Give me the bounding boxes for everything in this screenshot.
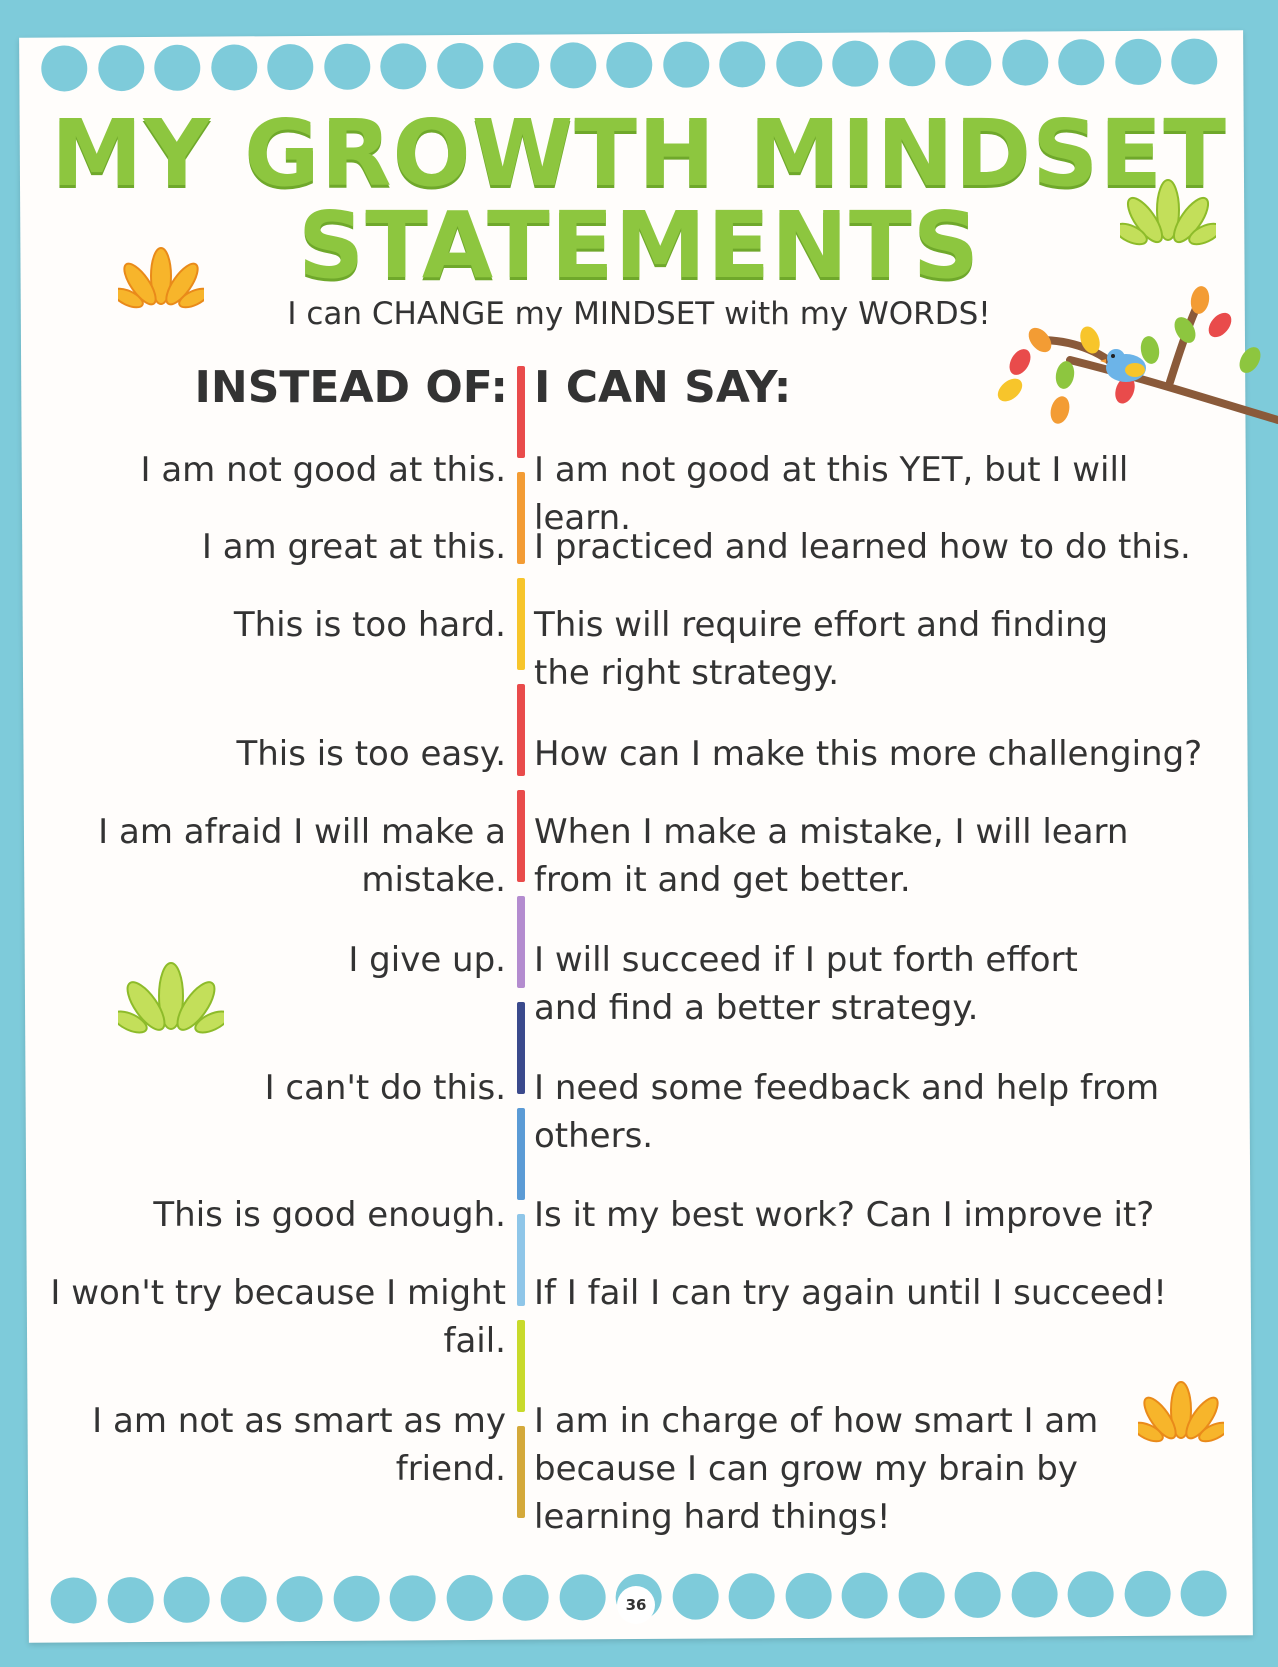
- binding-hole: [776, 41, 822, 87]
- binding-hole: [1171, 38, 1217, 84]
- binding-hole: [390, 1575, 436, 1621]
- instead-of-statement: I am great at this.: [201, 527, 506, 567]
- binding-hole: [898, 1572, 944, 1618]
- binding-hole: [832, 41, 878, 87]
- divider-segment: [517, 1320, 525, 1412]
- divider-segment: [517, 1108, 525, 1200]
- binding-hole: [437, 43, 483, 89]
- instead-of-statement: I am not good at this.: [140, 450, 506, 490]
- binding-hole: [785, 1573, 831, 1619]
- divider-segment: [517, 896, 525, 988]
- binding-hole: [98, 45, 144, 91]
- binding-hole: [1058, 39, 1104, 85]
- divider-segment: [517, 790, 525, 882]
- binding-hole: [164, 1577, 210, 1623]
- divider-segment: [517, 366, 525, 458]
- binding-hole: [51, 1577, 97, 1623]
- instead-of-statement: This is too hard.: [233, 605, 506, 645]
- i-can-say-statement: How can I make this more challenging?: [534, 734, 1203, 774]
- binding-hole: [324, 44, 370, 90]
- binding-hole: [550, 42, 596, 88]
- i-can-say-statement: I will succeed if I put forth effort and find a better strategy.: [534, 940, 1078, 1028]
- binding-hole: [107, 1577, 153, 1623]
- i-can-say-statement: This will require effort and finding the right strategy.: [534, 605, 1109, 693]
- instead-of-header: INSTEAD OF:: [194, 362, 508, 413]
- binding-hole: [277, 1576, 323, 1622]
- divider-segment: [517, 1214, 525, 1306]
- binding-hole: [446, 1575, 492, 1621]
- instead-of-statement: This is good enough.: [153, 1195, 506, 1235]
- divider-segment: [517, 684, 525, 776]
- i-can-say-statement: I am in charge of how smart I am because I can grow my brain by learning hard things!: [534, 1401, 1099, 1537]
- binding-hole: [719, 41, 765, 87]
- binding-hole: [889, 40, 935, 86]
- binding-hole: [945, 40, 991, 86]
- binding-hole: [1011, 1571, 1057, 1617]
- binding-hole: [954, 1572, 1000, 1618]
- binding-hole: [672, 1574, 718, 1620]
- divider-segment: [517, 472, 525, 564]
- binding-hole: [1115, 39, 1161, 85]
- top-binding-holes: [19, 38, 1243, 45]
- i-can-say-statement: If I fail I can try again until I succeed!: [534, 1273, 1167, 1313]
- page-title-line-2: STATEMENTS: [298, 192, 980, 299]
- i-can-say-statement: When I make a mistake, I will learn from it and get better.: [534, 812, 1129, 900]
- i-can-say-statement: Is it my best work? Can I improve it?: [534, 1195, 1155, 1235]
- divider-segment: [517, 578, 525, 670]
- binding-hole: [729, 1573, 775, 1619]
- divider-segment: [517, 1426, 525, 1518]
- binding-hole: [267, 44, 313, 90]
- binding-hole: [154, 45, 200, 91]
- instead-of-statement: I am not as smart as my friend.: [92, 1401, 506, 1489]
- binding-hole: [333, 1576, 379, 1622]
- bottom-binding-holes: [29, 1570, 1253, 1577]
- orange-leaf-sprig-icon: [1138, 1380, 1224, 1448]
- instead-of-statement: I can't do this.: [264, 1068, 506, 1108]
- i-can-say-statement: I practiced and learned how to do this.: [534, 527, 1191, 567]
- binding-hole: [380, 43, 426, 89]
- i-can-say-statement: I need some feedback and help from others.: [534, 1068, 1160, 1156]
- binding-hole: [1002, 39, 1048, 85]
- instead-of-statement: I give up.: [348, 940, 506, 980]
- i-can-say-header: I CAN SAY:: [534, 362, 792, 413]
- binding-hole: [211, 44, 257, 90]
- divider-segment: [517, 1002, 525, 1094]
- page-title-line-1: MY GROWTH MINDSET: [50, 100, 1228, 207]
- binding-hole: [493, 43, 539, 89]
- binding-hole: [220, 1576, 266, 1622]
- binding-hole: [559, 1574, 605, 1620]
- instead-of-statement: I am afraid I will make a mistake.: [98, 812, 506, 900]
- binding-hole: [1124, 1571, 1170, 1617]
- binding-hole: [503, 1575, 549, 1621]
- binding-hole: [663, 42, 709, 88]
- i-can-say-statement: I am not good at this YET, but I will learn.: [534, 450, 1129, 538]
- instead-of-statement: I won't try because I might fail.: [50, 1273, 506, 1361]
- binding-hole: [1180, 1570, 1226, 1616]
- binding-hole: [842, 1572, 888, 1618]
- binding-hole: [606, 42, 652, 88]
- subtitle: I can CHANGE my MINDSET with my WORDS!: [287, 296, 991, 332]
- binding-hole: [41, 45, 87, 91]
- instead-of-statement: This is too easy.: [236, 734, 506, 774]
- page-number: 36: [617, 1586, 655, 1624]
- binding-hole: [1067, 1571, 1113, 1617]
